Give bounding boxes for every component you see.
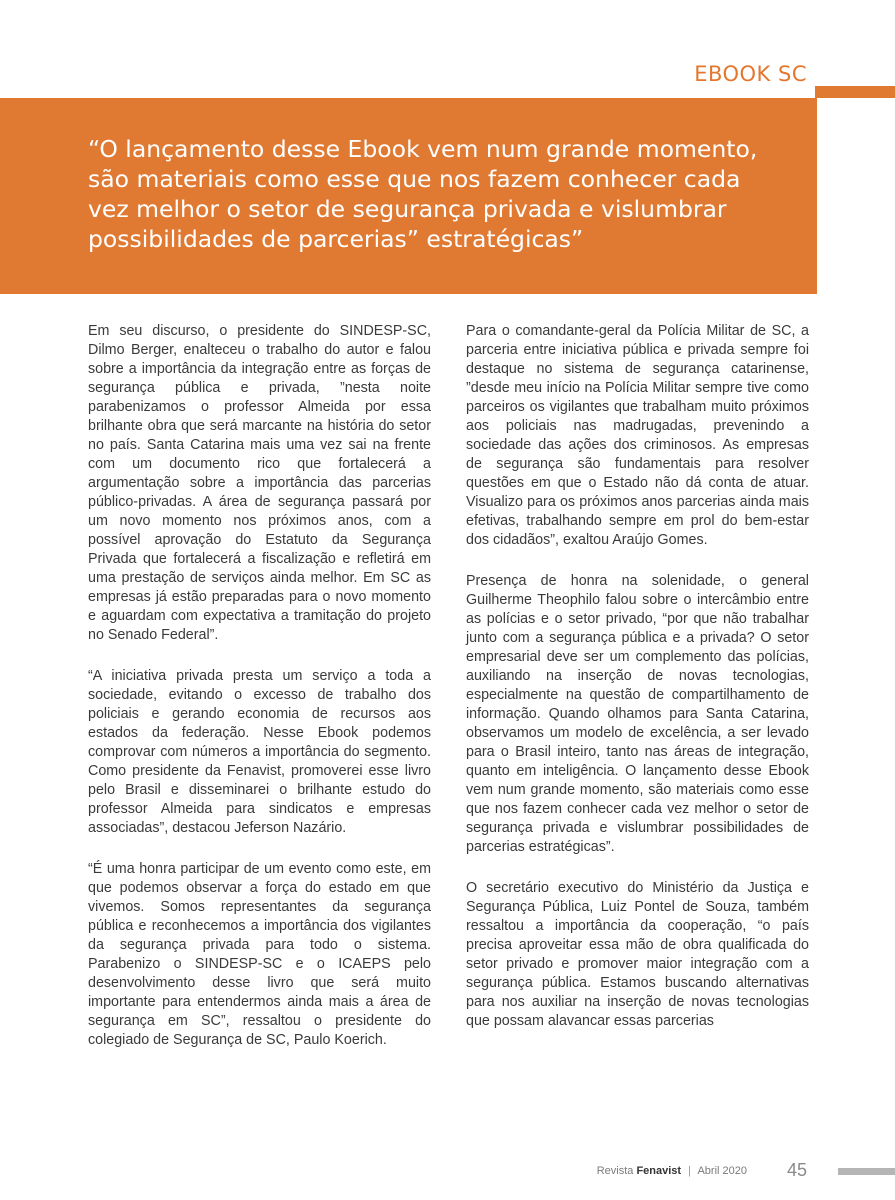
pull-quote-banner <box>0 98 817 294</box>
footer-magazine-brand: Fenavist <box>636 1165 682 1177</box>
footer-magazine-prefix: Revista <box>596 1165 634 1177</box>
paragraph: Para o comandante-geral da Polícia Militar de SC, a parceria entre iniciativa pública e privada sempre foi destaque no sistema de segurança catarinense, ”desde meu início na Polícia Militar sempre tive como parceiros os vigilantes que trabalham muito próximos aos policiais nas madrugadas, prevenindo a sociedade das ações dos criminosos. As empresas de segurança são fundamentais para resolver questões em que o Estado não dá conta de atuar. Visualizo para os próximos anos parcerias ainda mais efetivas, trabalhando sempre em prol do bem-estar dos cidadãos”, exaltou Araújo Gomes. <box>466 323 809 548</box>
article-column-right <box>466 322 809 1053</box>
paragraph: “É uma honra participar de um evento como este, em que podemos observar a força do estado em que vivemos. Somos representantes da segurança pública e reconhecemos a importância dos vigilantes da segurança privada para todo o sistema. Parabenizo o SINDESP-SC e o ICAEPS pelo desenvolvimento desse livro que será muito importante para entendermos ainda mais a área de segurança em SC”, ressaltou o presidente do colegiado de Segurança de SC, Paulo Koerich. <box>88 861 431 1048</box>
paragraph: Em seu discurso, o presidente do SINDESP-SC, Dilmo Berger, enalteceu o trabalho do autor e falou sobre a importância da integração entre as forças de segurança pública e privada, ”nesta noite parabenizamos o professor Almeida por essa brilhante obra que será marcante na história do setor no país. Santa Catarina mais uma vez sai na frente com um documento rico que fortalecerá a argumentação sobre a importância das parcerias público-privadas. A área de segurança passará por um novo momento nos próximos anos, com a possível aprovação do Estatuto da Segurança Privada que fortalecerá a fiscalização e refletirá em uma prestação de serviços ainda melhor. Em SC as empresas já estão preparadas para o novo momento e aguardam com expectativa a tramitação do projeto no Senado Federal”. <box>88 323 431 643</box>
pull-quote: “O lançamento desse Ebook vem num grande momento, são materiais como esse que nos fazem conhecer cada vez melhor o setor de segurança privada e vislumbrar possibilidades de parcerias” estratégicas” <box>88 135 758 253</box>
paragraph: Presença de honra na solenidade, o general Guilherme Theophilo falou sobre o intercâmbio entre as polícias e o setor privado, “por que não trabalhar junto com a segurança pública e a privada? O setor empresarial deve ser um complemento das polícias, auxiliando na inserção de novas tecnologias, especialmente na questão de compartilhamento de informação. Quando olhamos para Santa Catarina, observamos um modelo de excelência, a ser levado para o Brasil inteiro, tanto nas áreas de integração, quanto em inteligência. O lançamento desse Ebook vem num grande momento, são materiais como esse que nos fazem conhecer cada vez melhor o setor de segurança privada e vislumbrar possibilidades de parcerias estratégicas”. <box>466 573 809 855</box>
article-column-left <box>88 322 431 1072</box>
footer-issue-date: Abril 2020 <box>697 1165 747 1177</box>
paragraph: “A iniciativa privada presta um serviço a toda a sociedade, evitando o excesso de trabalho dos policiais e gerando economia de recursos aos estados da federação. Nesse Ebook podemos comprovar com números a importância do segmento. Como presidente da Fenavist, promoverei esse livro pelo Brasil e disseminarei o brilhante estudo do professor Almeida para sindicatos e empresas associadas”, destacou Jeferson Nazário. <box>88 668 431 836</box>
section-tag: EBOOK SC <box>694 62 807 86</box>
section-tag-accent-bar <box>815 86 895 98</box>
paragraph: O secretário executivo do Ministério da Justiça e Segurança Pública, Luiz Pontel de Souza, também ressaltou a importância da cooperação, “o país precisa aproveitar essa mão de obra qualificada do setor privado e promover maior integração com a segurança pública. Estamos buscando alternativas para nos auxiliar na inserção de novas tecnologias que possam alavancar essas parcerias <box>466 880 809 1029</box>
page-number: 45 <box>786 1160 807 1180</box>
page-footer <box>0 1160 895 1184</box>
footer-publication <box>597 1165 747 1177</box>
footer-separator: | <box>688 1165 691 1177</box>
footer-accent-bar <box>838 1168 895 1175</box>
